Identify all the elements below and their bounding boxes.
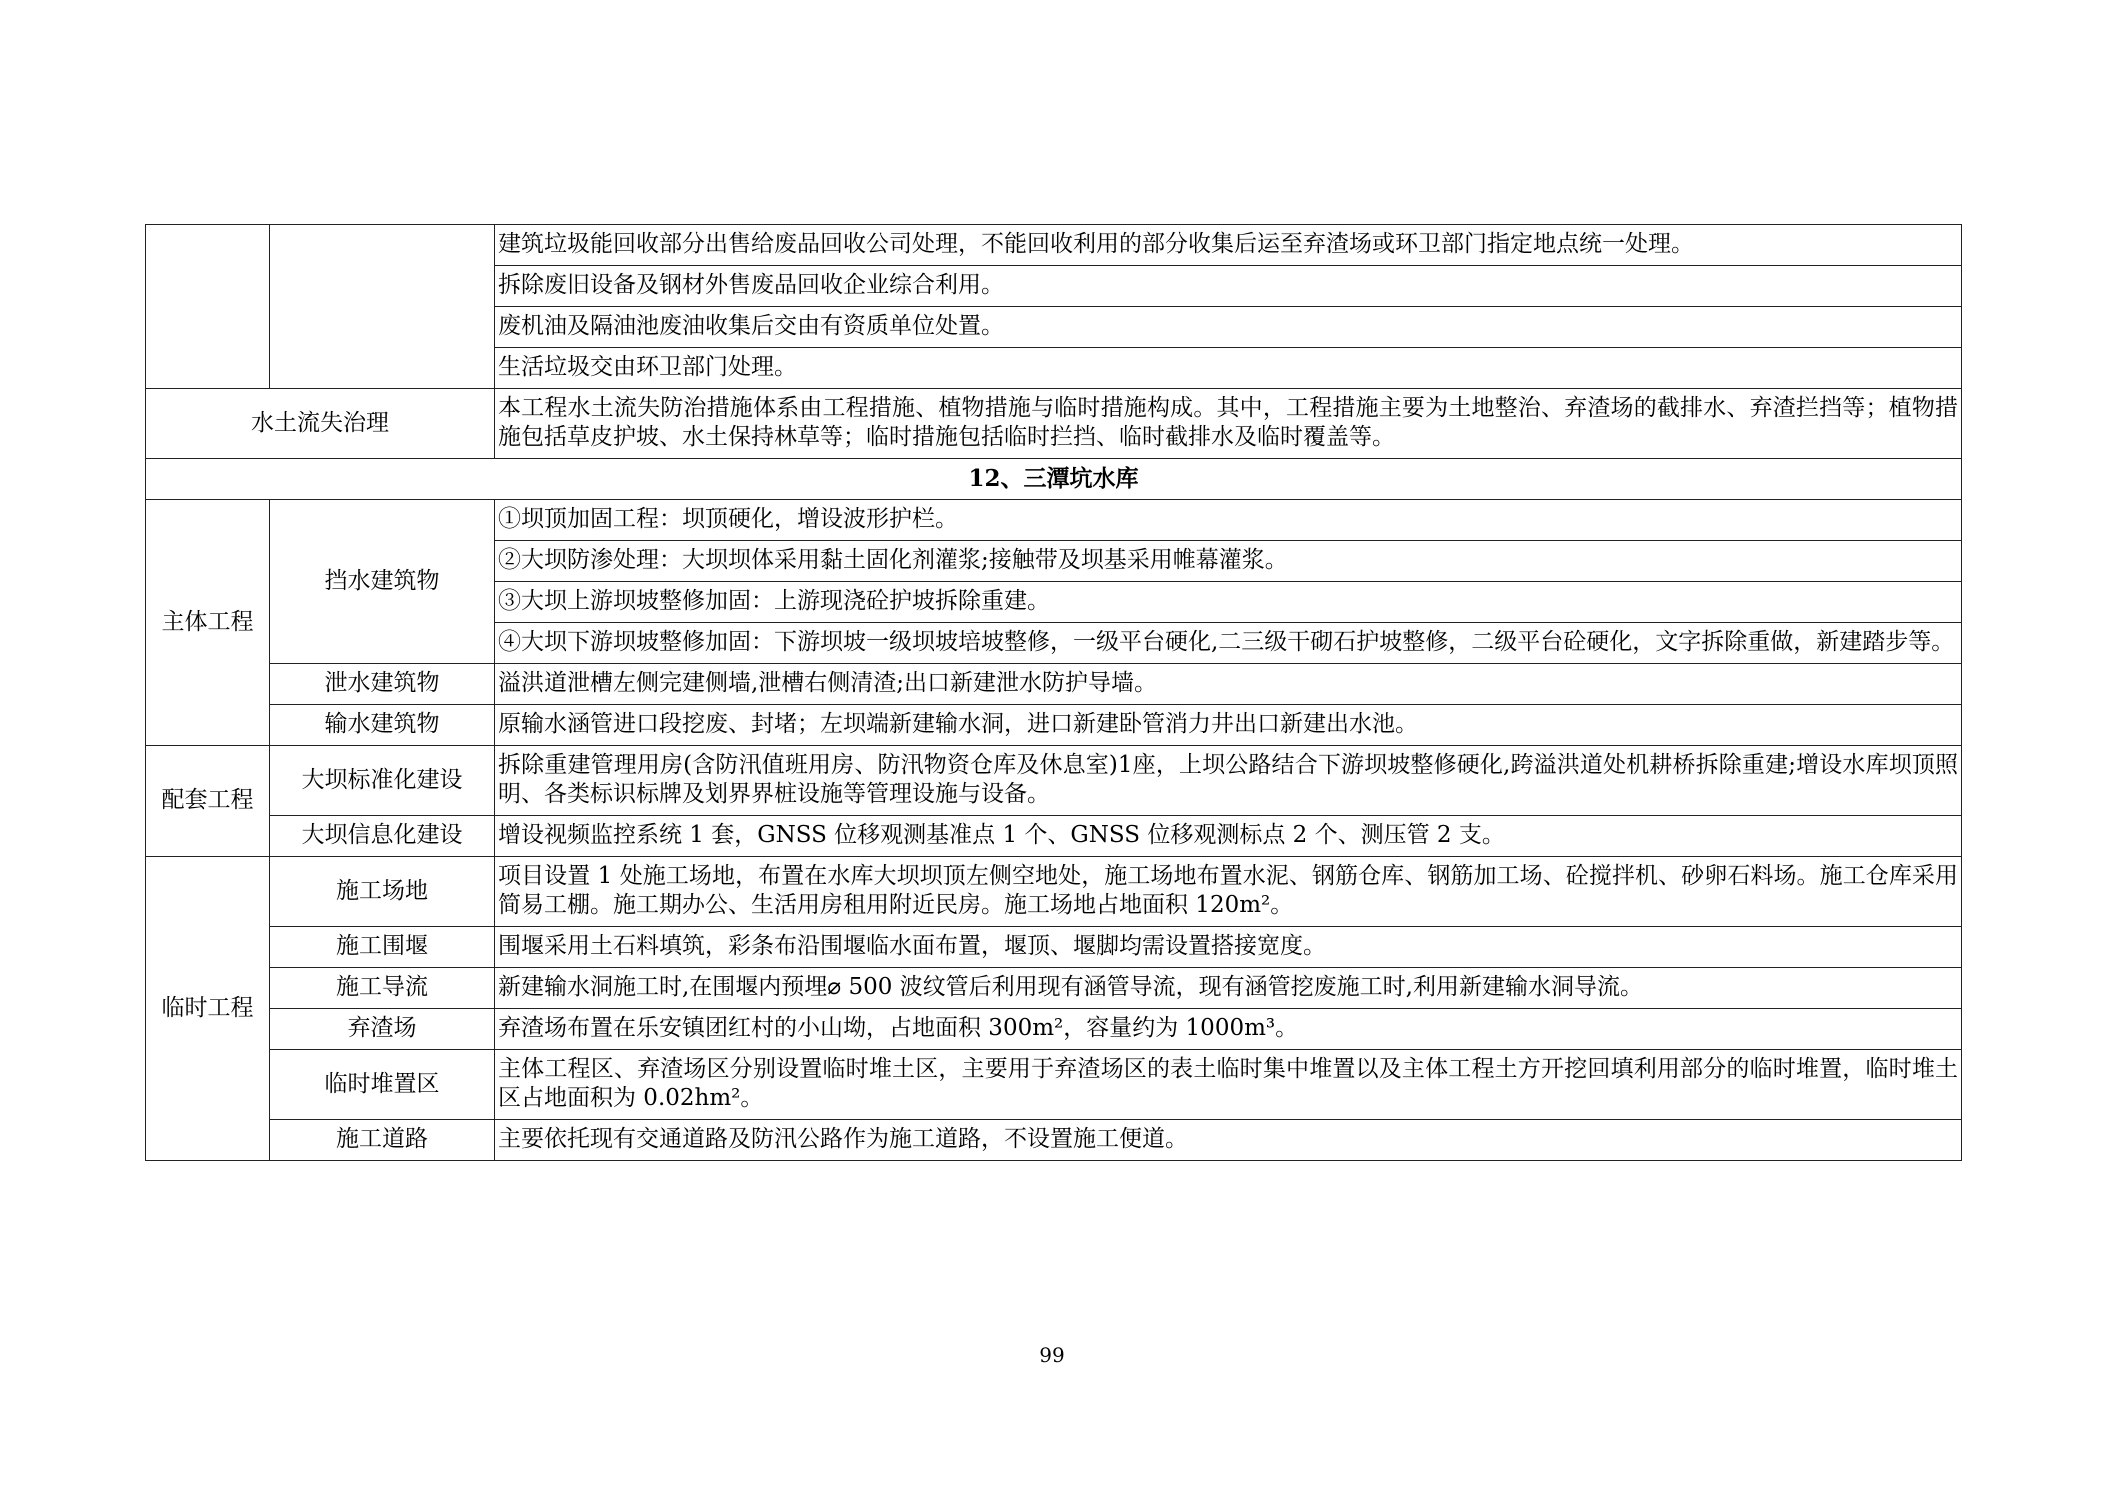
temporary-item-label: 施工场地 <box>270 857 495 927</box>
conveyance-text: 原输水涵管进口段挖废、封堵；左坝端新建输水洞，进口新建卧管消力井出口新建出水池。 <box>495 705 1962 746</box>
table-row <box>146 746 1962 816</box>
temporary-item-label: 弃渣场 <box>270 1009 495 1050</box>
table-row <box>146 927 1962 968</box>
temporary-item-text: 围堰采用土石料填筑，彩条布沿围堰临水面布置，堰顶、堰脚均需设置搭接宽度。 <box>495 927 1962 968</box>
solid-waste-item: 生活垃圾交由环卫部门处理。 <box>495 348 1962 389</box>
table-row <box>146 1050 1962 1120</box>
table-row <box>146 816 1962 857</box>
table-row <box>146 1009 1962 1050</box>
table-row <box>146 664 1962 705</box>
temporary-item-text: 新建输水洞施工时,在围堰内预埋⌀ 500 波纹管后利用现有涵管导流，现有涵管挖废施工时,利用新建输水洞导流。 <box>495 968 1962 1009</box>
solid-waste-item: 废机油及隔油池废油收集后交由有资质单位处置。 <box>495 307 1962 348</box>
solid-waste-item: 建筑垃圾能回收部分出售给废品回收公司处理，不能回收利用的部分收集后运至弃渣场或环卫部门指定地点统一处理。 <box>495 225 1962 266</box>
spillway-text: 溢洪道泄槽左侧完建侧墙,泄槽右侧清渣;出口新建泄水防护导墙。 <box>495 664 1962 705</box>
table-row <box>146 225 1962 266</box>
temporary-item-label: 施工导流 <box>270 968 495 1009</box>
engineering-table <box>145 224 1962 1161</box>
supporting-label: 配套工程 <box>146 746 270 857</box>
empty-cell <box>146 225 270 389</box>
conveyance-label: 输水建筑物 <box>270 705 495 746</box>
empty-cell <box>270 225 495 389</box>
spillway-label: 泄水建筑物 <box>270 664 495 705</box>
retaining-item: ②大坝防渗处理：大坝坝体采用黏土固化剂灌浆;接触带及坝基采用帷幕灌浆。 <box>495 541 1962 582</box>
standardization-label: 大坝标准化建设 <box>270 746 495 816</box>
table-row <box>146 459 1962 500</box>
page-number: 99 <box>1039 1343 1065 1367</box>
retaining-label: 挡水建筑物 <box>270 500 495 664</box>
soil-erosion-label: 水土流失治理 <box>146 389 495 459</box>
temporary-item-text: 主体工程区、弃渣场区分别设置临时堆土区，主要用于弃渣场区的表土临时集中堆置以及主体工程土方开挖回填利用部分的临时堆置，临时堆土区占地面积为 0.02hm²。 <box>495 1050 1962 1120</box>
temporary-item-text: 弃渣场布置在乐安镇团红村的小山坳，占地面积 300m²，容量约为 1000m³。 <box>495 1009 1962 1050</box>
informatization-text: 增设视频监控系统 1 套，GNSS 位移观测基准点 1 个、GNSS 位移观测标点 2 个、测压管 2 支。 <box>495 816 1962 857</box>
retaining-item: ③大坝上游坝坡整修加固：上游现浇砼护坡拆除重建。 <box>495 582 1962 623</box>
table-row <box>146 500 1962 541</box>
retaining-item: ④大坝下游坝坡整修加固：下游坝坡一级坝坡培坡整修，一级平台硬化,二三级干砌石护坡整修，二级平台砼硬化，文字拆除重做，新建踏步等。 <box>495 623 1962 664</box>
table-row <box>146 968 1962 1009</box>
temporary-item-label: 施工道路 <box>270 1120 495 1161</box>
temporary-item-label: 施工围堰 <box>270 927 495 968</box>
retaining-item: ①坝顶加固工程：坝顶硬化，增设波形护栏。 <box>495 500 1962 541</box>
solid-waste-item: 拆除废旧设备及钢材外售废品回收企业综合利用。 <box>495 266 1962 307</box>
temporary-label: 临时工程 <box>146 857 270 1161</box>
soil-erosion-text: 本工程水土流失防治措施体系由工程措施、植物措施与临时措施构成。其中，工程措施主要为土地整治、弃渣场的截排水、弃渣拦挡等；植物措施包括草皮护坡、水土保持林草等；临时措施包括临时拦挡、临时截排水及临时覆盖等。 <box>495 389 1962 459</box>
section-title: 12、三潭坑水库 <box>146 459 1962 500</box>
table-row <box>146 1120 1962 1161</box>
table-row <box>146 389 1962 459</box>
main-works-label: 主体工程 <box>146 500 270 746</box>
informatization-label: 大坝信息化建设 <box>270 816 495 857</box>
temporary-item-text: 项目设置 1 处施工场地，布置在水库大坝坝顶左侧空地处，施工场地布置水泥、钢筋仓库、钢筋加工场、砼搅拌机、砂卵石料场。施工仓库采用简易工棚。施工期办公、生活用房租用附近民房。施工场地占地面积 120m²。 <box>495 857 1962 927</box>
table-row <box>146 705 1962 746</box>
temporary-item-text: 主要依托现有交通道路及防汛公路作为施工道路，不设置施工便道。 <box>495 1120 1962 1161</box>
temporary-item-label: 临时堆置区 <box>270 1050 495 1120</box>
table-row <box>146 857 1962 927</box>
standardization-text: 拆除重建管理用房(含防汛值班用房、防汛物资仓库及休息室)1座，上坝公路结合下游坝坡整修硬化,跨溢洪道处机耕桥拆除重建;增设水库坝顶照明、各类标识标牌及划界界桩设施等管理设施与设备。 <box>495 746 1962 816</box>
